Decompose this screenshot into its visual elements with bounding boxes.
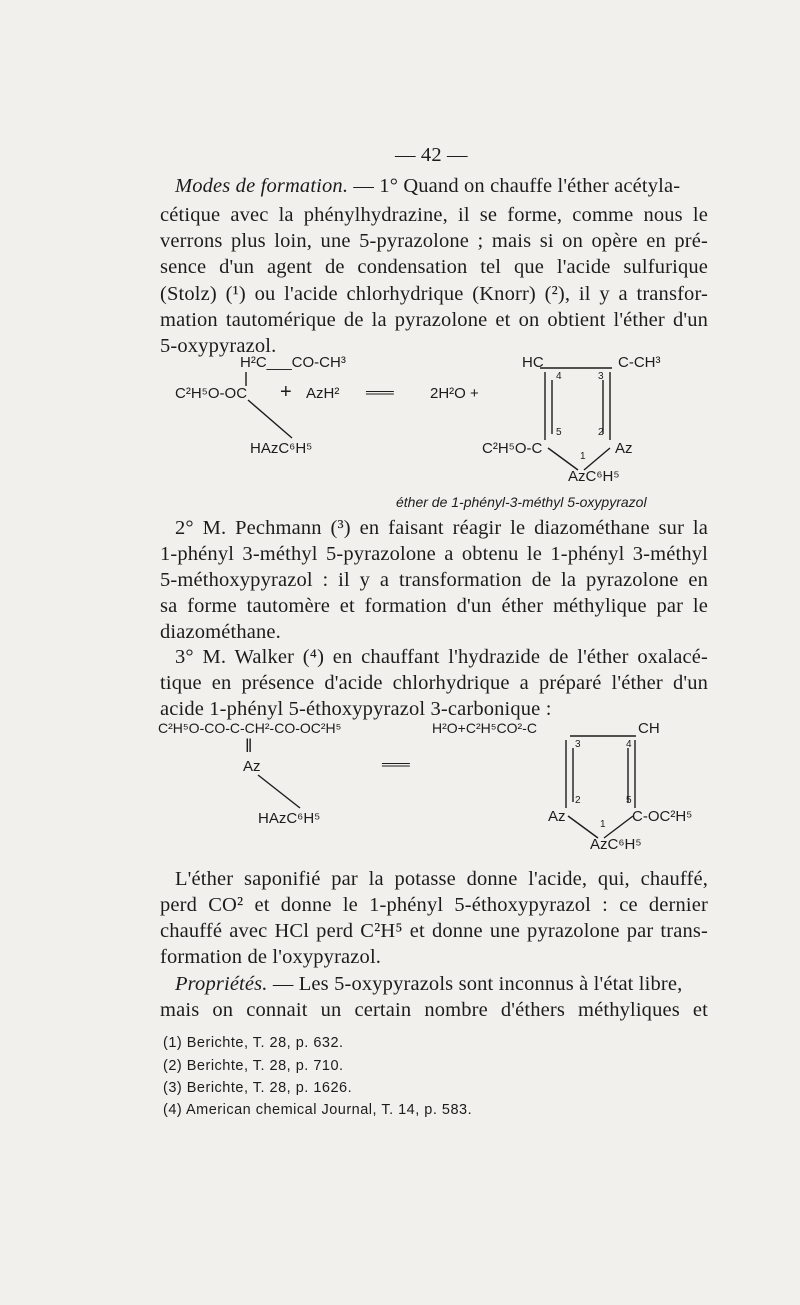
paragraph-4-line-1: L'éther saponifié par la potasse donne l'acide, qui, chauffé, [175, 868, 708, 890]
paragraph-4-line-2: perd CO² et donne le 1-phényl 5-éthoxypyrazol : ce dernier [160, 894, 708, 916]
paragraph-5-line-2: mais on connait un certain nombre d'éthers méthyliques et [160, 999, 708, 1021]
paragraph-4-line-4: formation de l'oxypyrazol. [160, 946, 382, 968]
eq1-reactant-diagonal-bond [248, 400, 292, 438]
eq1-ring-number-3: 3 [598, 371, 604, 382]
eq2-ring-right-diagonal [604, 816, 633, 838]
paragraph-2-line-2: 1-phényl 3-méthyl 5-pyrazolone a obtenu le 1-phényl 3-méthyl [160, 543, 708, 565]
footnote-4: (4) American chemical Journal, T. 14, p. 583. [163, 1102, 473, 1118]
footnote-3: (3) Berichte, T. 28, p. 1626. [163, 1080, 353, 1096]
eq1-reactant-bottom: HAzC⁶H⁵ [250, 440, 313, 457]
eq2-reactant-bottom: HAzC⁶H⁵ [258, 810, 321, 827]
eq2-product-top: H²O+C²H⁵CO²-C [432, 720, 537, 736]
paragraph-3-line-3: acide 1-phényl 5-éthoxypyrazol 3-carbonique : [160, 698, 552, 720]
eq1-reagent: AzH² [306, 385, 340, 402]
paragraph-1-line-2: cétique avec la phénylhydrazine, il se forme, comme nous le [160, 204, 708, 226]
eq2-ring-number-5: 5 [626, 795, 632, 806]
eq1-ring-number-1: 1 [580, 451, 586, 462]
eq1-ring-top-right: C-CH³ [618, 354, 661, 371]
paragraph-2-line-1: 2° M. Pechmann (³) en faisant réagir le diazométhane sur la [175, 517, 708, 539]
eq1-ring-bottom: AzC⁶H⁵ [568, 468, 620, 485]
eq2-reactant-az: Az [243, 758, 261, 775]
paragraph-1-line-3: verrons plus loin, une 5-pyrazolone ; mais si on opère en pré- [160, 230, 708, 252]
eq2-ring-right: C-OC²H⁵ [632, 808, 693, 825]
eq2-ring-number-1: 1 [600, 819, 606, 830]
eq2-ring-number-4: 4 [626, 739, 632, 750]
paragraph-2-line-5: diazométhane. [160, 621, 281, 643]
eq2-equals: ═══ [382, 756, 409, 772]
footnote-2: (2) Berichte, T. 28, p. 710. [163, 1058, 344, 1074]
eq2-ring-left: Az [548, 808, 566, 825]
paragraph-2-line-4: sa forme tautomère et formation d'un éther méthylique par le [160, 595, 708, 617]
eq2-double-bond: ‖ [245, 736, 253, 756]
eq1-reactant-left: C²H⁵O-OC [175, 385, 248, 402]
eq2-reactant-diagonal-bond [258, 775, 300, 808]
paragraph-3-line-1: 3° M. Walker (⁴) en chauffant l'hydrazide de l'éther oxalacé- [175, 646, 708, 668]
paragraph-1-line-7: 5-oxypyrazol. [160, 335, 277, 357]
eq1-ring-right: Az [615, 440, 633, 457]
eq1-ring-number-5: 5 [556, 427, 562, 438]
section-heading-proprietes: Propriétés. [175, 973, 268, 995]
paragraph-1-line-6: mation tautomérique de la pyrazolone et on obtient l'éther d'un [160, 309, 708, 331]
eq1-caption: éther de 1-phényl-3-méthyl 5-oxypyrazol [396, 494, 647, 510]
paragraph-1-line-5: (Stolz) (¹) ou l'acide chlorhydrique (Knorr) (²), il y a transfor- [160, 283, 708, 305]
eq1-ring-top-left: HC [522, 354, 544, 371]
paragraph-5-text: — Les 5-oxypyrazols sont inconnus à l'état libre, [267, 973, 683, 995]
eq2-ring-top-right: CH [638, 720, 660, 737]
eq1-ring-left: C²H⁵O-C [482, 440, 543, 457]
eq2-ring-number-2: 2 [575, 795, 581, 806]
eq2-ring-number-3: 3 [575, 739, 581, 750]
eq2-ring-left-diagonal [568, 816, 598, 838]
paragraph-2-line-3: 5-méthoxypyrazol : il y a transformation de la pyrazolone en [160, 569, 708, 591]
eq1-reactant-top: H²C___CO-CH³ [240, 354, 346, 371]
footnote-1: (1) Berichte, T. 28, p. 632. [163, 1035, 344, 1051]
page-number: — 42 — [395, 144, 468, 166]
eq1-plus: + [280, 381, 292, 403]
eq1-ring-number-4: 4 [556, 371, 562, 382]
eq1-ring-right-diagonal [584, 448, 610, 470]
eq2-ring-bottom: AzC⁶H⁵ [590, 836, 642, 853]
paragraph-3-line-2: tique en présence d'acide chlorhydrique a préparé l'éther d'un [160, 672, 708, 694]
eq1-ring-number-2: 2 [598, 427, 604, 438]
paragraph-1-text: — 1° Quand on chauffe l'éther acétyla- [348, 175, 681, 197]
paragraph-1-line-4: sence d'un agent de condensation tel que l'acide sulfurique [160, 256, 708, 278]
eq1-equals: ═══ [366, 384, 393, 400]
section-heading-modes: Modes de formation. [175, 175, 349, 197]
eq1-ring-left-diagonal [548, 448, 578, 470]
paragraph-4-line-3: chauffé avec HCl perd C²H⁵ et donne une pyrazolone par trans- [160, 920, 708, 942]
eq1-water: 2H²O + [430, 385, 479, 402]
eq2-reactant-top: C²H⁵O-CO-C-CH²-CO-OC²H⁵ [158, 720, 342, 736]
